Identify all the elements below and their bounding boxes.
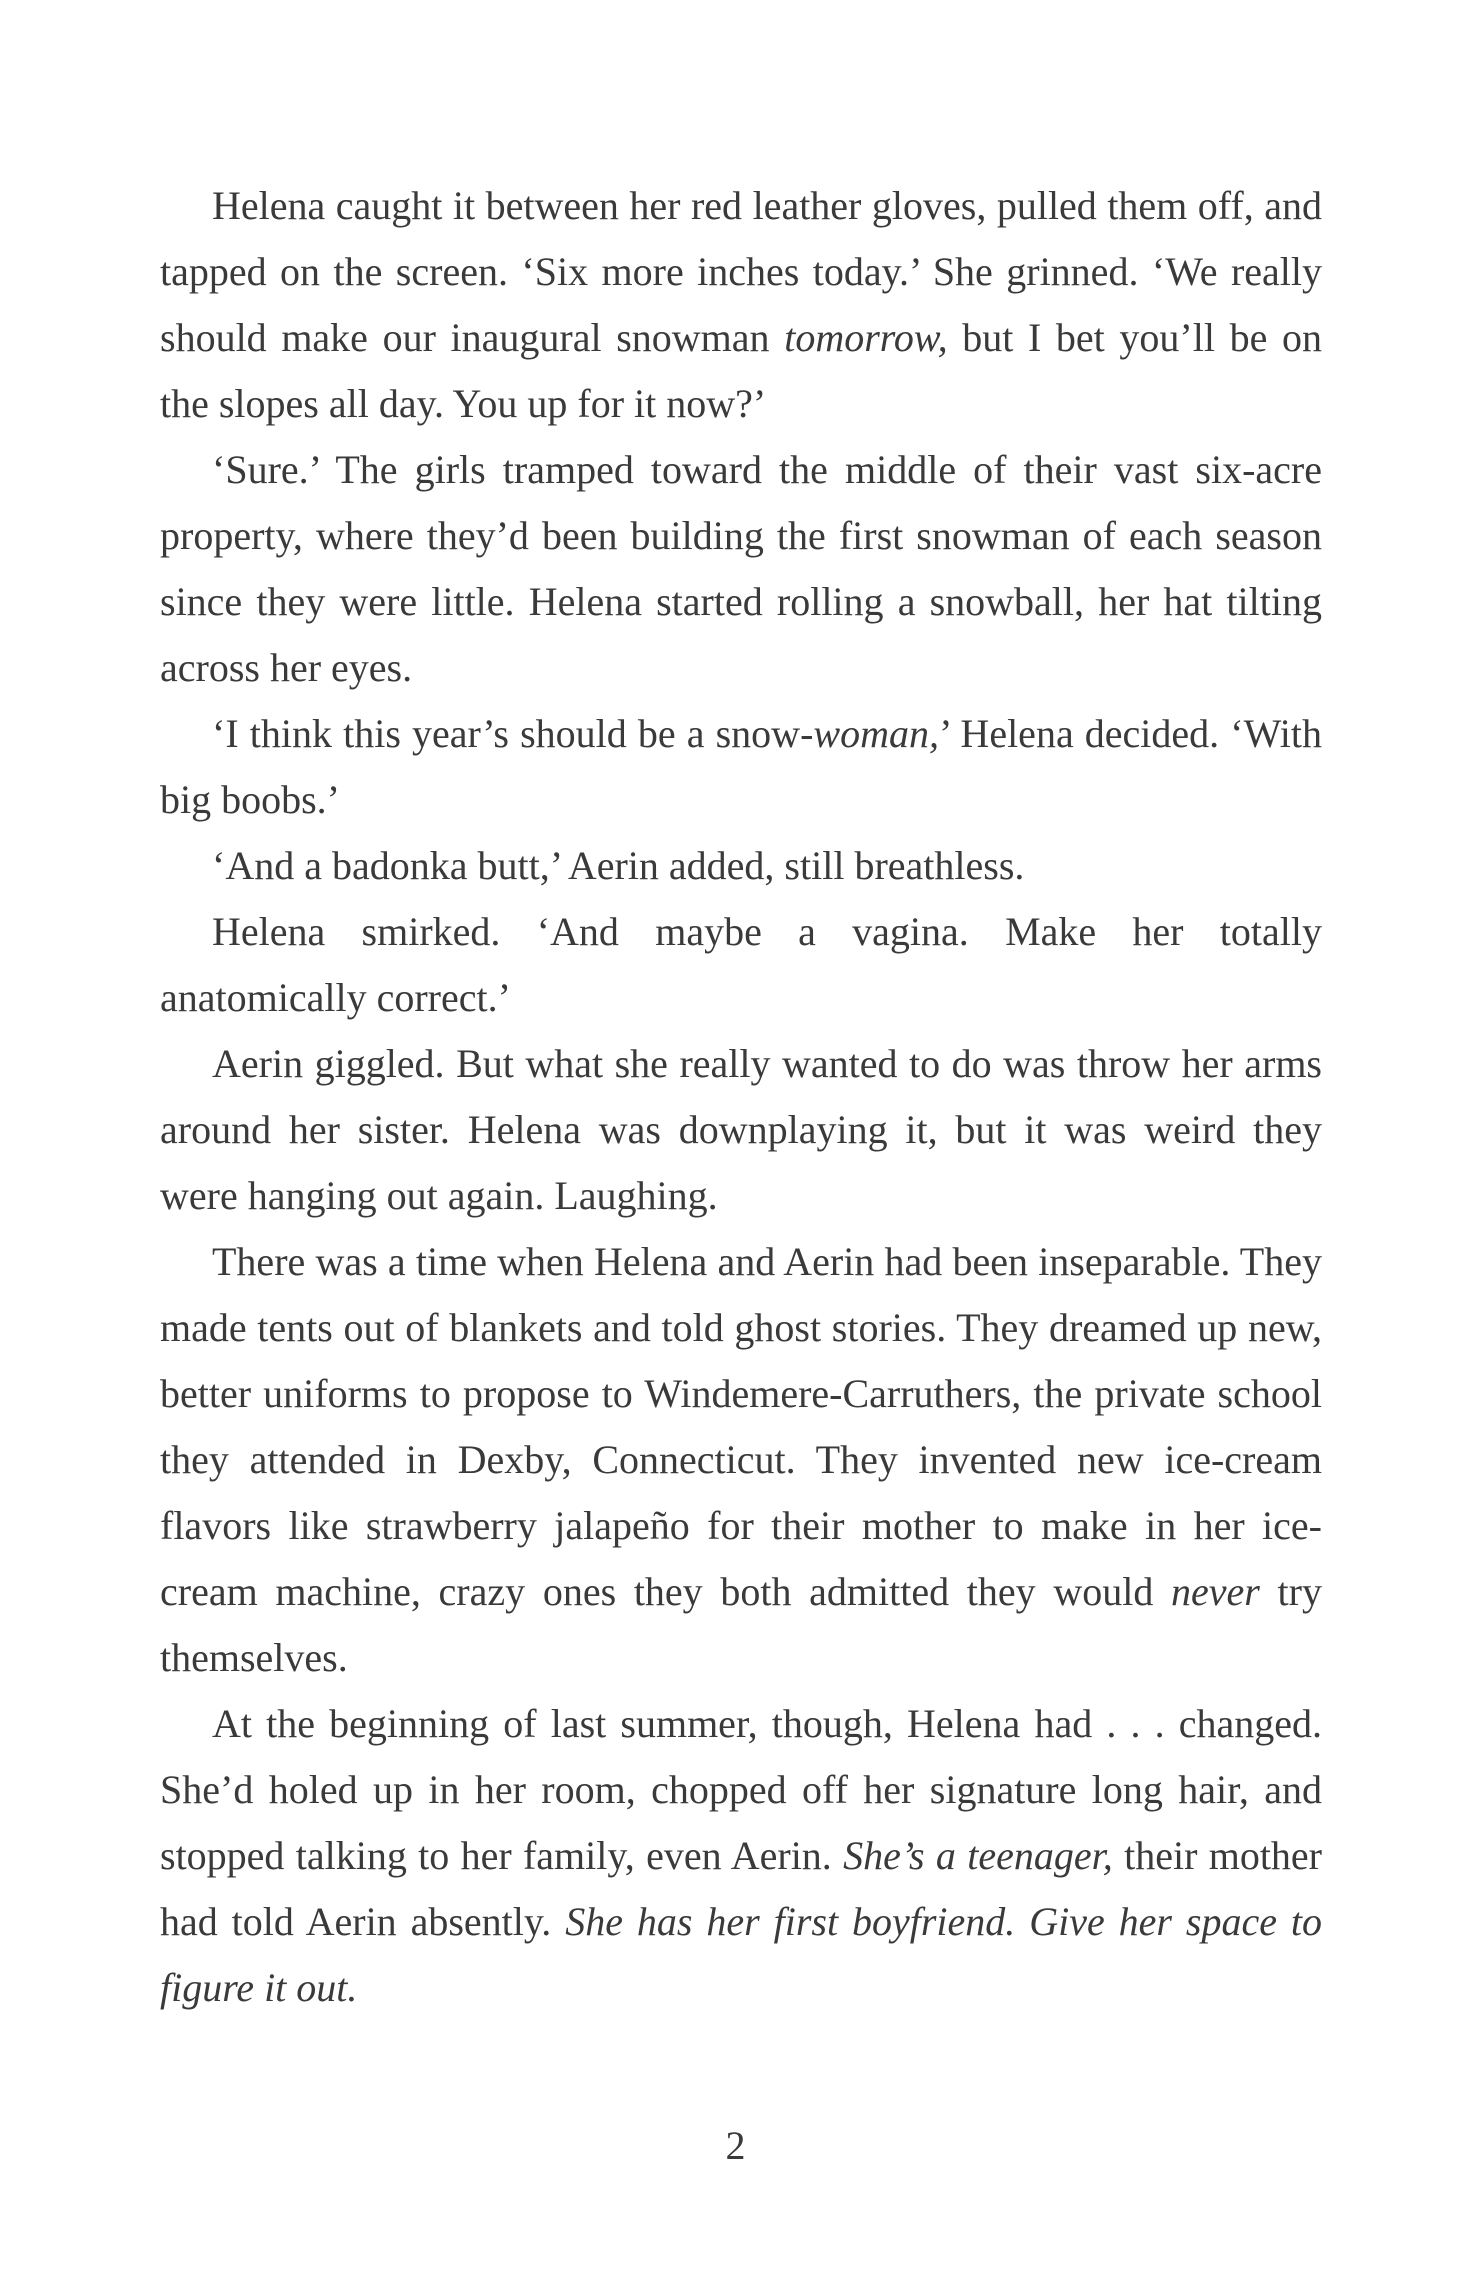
text-segment: At the beginning of last summer, though, Helena had . . . changed. She’d holed up in her room, chopped off her signature long hair, and stopped talking to her family, even Aerin. <box>160 1701 1322 1878</box>
text-segment: ’ Helena decided. ‘With big boobs.’ <box>160 711 1322 822</box>
paragraph <box>160 1691 1322 2021</box>
text-segment: but I bet you’ll be on the slopes all day. You up for it now?’ <box>160 315 1322 426</box>
text-segment: their mother had told Aerin absently. <box>160 1833 1323 1944</box>
paragraph <box>160 833 1322 899</box>
italic-text-segment: She has her first boyfriend. Give her space to figure it out. <box>160 1899 1322 2010</box>
paragraph <box>160 1031 1322 1229</box>
page-number: 2 <box>725 2123 746 2168</box>
body-text <box>160 173 1322 2021</box>
paragraph <box>160 1229 1322 1691</box>
paragraph <box>160 701 1322 833</box>
text-segment: try themselves. <box>160 1569 1322 1680</box>
text-segment: Helena caught it between her red leather gloves, pulled them off, and tapped on the screen. ‘Six more inches today.’ She grinned. ‘We really should make our inaugural snowman <box>160 183 1322 360</box>
italic-text-segment: never <box>1171 1569 1260 1614</box>
text-segment: ‘Sure.’ The girls tramped toward the middle of their vast six-acre property, where they’d been building the first snowman of each season since they were little. Helena started rolling a snowball, her hat tilting across her eyes. <box>160 447 1322 690</box>
italic-text-segment: tomorrow, <box>784 315 948 360</box>
text-segment: Helena smirked. ‘And maybe a vagina. Make her totally anatomically correct.’ <box>160 909 1322 1020</box>
text-segment: Aerin giggled. But what she really wanted to do was throw her arms around her sister. Helena was downplaying it, but it was weird they were hanging out again. Laughing. <box>160 1041 1322 1218</box>
italic-text-segment: She’s a teenager, <box>843 1833 1113 1878</box>
paragraph <box>160 899 1322 1031</box>
paragraph <box>160 437 1322 701</box>
paragraph <box>160 173 1322 437</box>
italic-text-segment: woman, <box>813 711 939 756</box>
text-segment: There was a time when Helena and Aerin had been inseparable. They made tents out of blankets and told ghost stories. They dreamed up new, better uniforms to propose to Windemere-Carruthers, the private school they attended in Dexby, Connecticut. They invented new ice-cream flavors like strawberry jalapeño for their mother to make in her ice-cream machine, crazy ones they both admitted they would <box>160 1239 1322 1614</box>
text-segment: ‘And a badonka butt,’ Aerin added, still breathless. <box>212 843 1025 888</box>
text-segment: ‘I think this year’s should be a snow- <box>212 711 814 756</box>
